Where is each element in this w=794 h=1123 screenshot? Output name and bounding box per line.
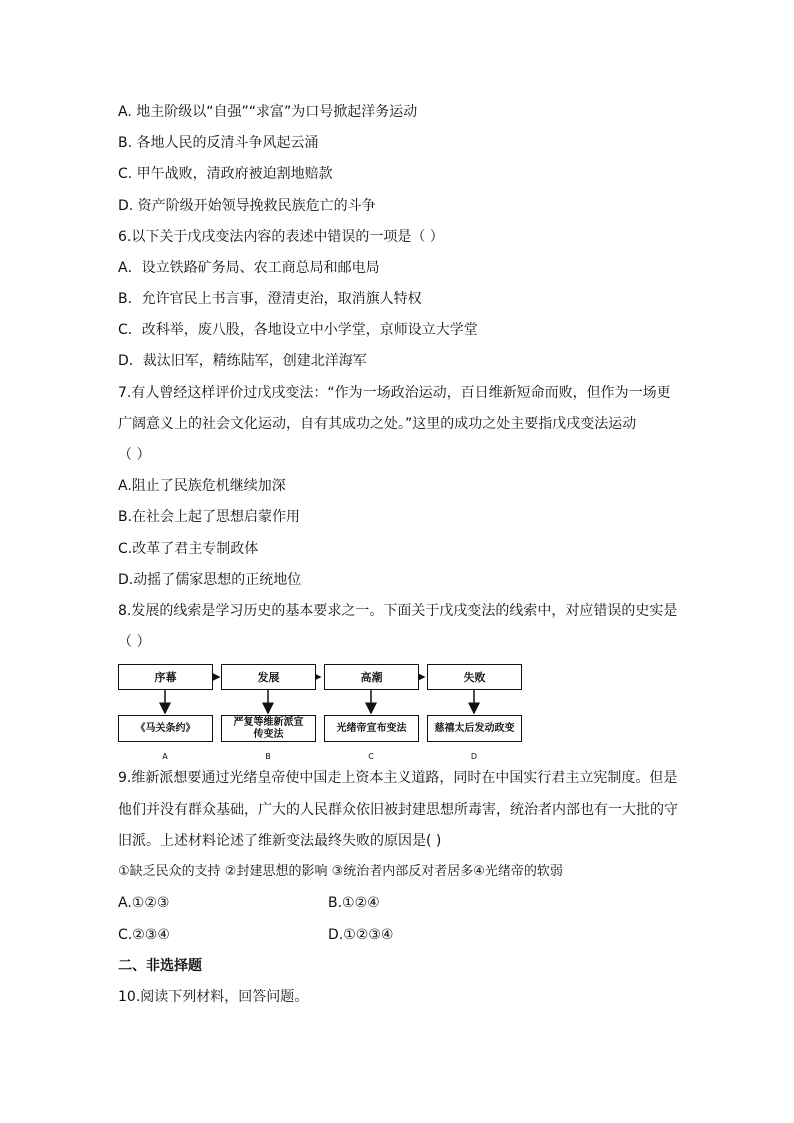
q6-option-b: B．允许官民上书言事，澄清吏治，取消旗人特权 <box>118 291 422 307</box>
q7-stem-line-3: （ ） <box>118 447 151 463</box>
fact-box-b: 严复等维新派宣传变法 <box>221 715 316 742</box>
label-d: D <box>470 752 478 761</box>
q5-option-b: B. 各地人民的反清斗争风起云涌 <box>118 135 319 151</box>
q9-option-b: B.①②④ <box>328 895 380 911</box>
stage-box-development: 发展 <box>221 664 316 690</box>
q9-option-c: C.②③④ <box>118 927 170 943</box>
q7-stem-line-2: 广阔意义上的社会文化运动，自有其成功之处。”这里的成功之处主要指戊戌变法运动 <box>118 416 637 432</box>
q7-option-d: D.动摇了儒家思想的正统地位 <box>118 572 302 588</box>
stage-box-failure: 失败 <box>427 664 522 690</box>
q5-option-d: D. 资产阶级开始领导挽救民族危亡的斗争 <box>118 198 376 214</box>
fact-box-c: 光绪帝宣布变法 <box>324 715 419 742</box>
q7-stem-line-1: 7.有人曾经这样评价过戊戌变法：“作为一场政治运动，百日维新短命而败，但作为一场更 <box>118 385 671 401</box>
q9-stem-line-1: 9.维新派想要通过光绪皇帝使中国走上资本主义道路，同时在中国实行君主立宪制度。但是 <box>118 770 678 786</box>
stage-box-prelude: 序幕 <box>118 664 213 690</box>
q6-option-c: C．改科举，废八股，各地设立中小学堂，京师设立大学堂 <box>118 322 478 338</box>
stage-box-climax: 高潮 <box>324 664 419 690</box>
q6-stem: 6.以下关于戊戌变法内容的表述中错误的一项是（ ） <box>118 229 444 245</box>
q8-stem-line-1: 8.发展的线索是学习历史的基本要求之一。下面关于戊戌变法的线索中，对应错误的史实是 <box>118 603 678 619</box>
q9-option-d: D.①②③④ <box>328 927 394 943</box>
q8-flow-diagram <box>118 660 538 764</box>
label-b: B <box>265 752 271 761</box>
q9-option-a: A.①②③ <box>118 895 170 911</box>
label-a: A <box>162 752 168 761</box>
fact-box-a: 《马关条约》 <box>118 715 213 742</box>
q7-option-b: B.在社会上起了思想启蒙作用 <box>118 509 301 525</box>
label-c: C <box>368 752 374 761</box>
q9-items: ①缺乏民众的支持 ②封建思想的影响 ③统治者内部反对者居多④光绪帝的软弱 <box>118 864 563 879</box>
q5-option-a: A. 地主阶级以“自强”“求富”为口号掀起洋务运动 <box>118 104 418 120</box>
q8-stem-line-2: （ ） <box>118 634 151 650</box>
q5-option-c: C. 甲午战败，清政府被迫割地赔款 <box>118 166 333 182</box>
q9-stem-line-3: 旧派。上述材料论述了维新变法最终失败的原因是( ) <box>118 833 442 849</box>
section-2-title: 二、非选择题 <box>118 958 202 974</box>
q7-option-c: C.改革了君主专制政体 <box>118 541 259 557</box>
q9-stem-line-2: 他们并没有群众基础，广大的人民群众依旧被封建思想所毒害，统治者内部也有一大批的守 <box>118 802 678 818</box>
fact-box-d: 慈禧太后发动政变 <box>427 715 522 742</box>
q10-stem: 10.阅读下列材料，回答问题。 <box>118 989 309 1005</box>
q6-option-a: A．设立铁路矿务局、农工商总局和邮电局 <box>118 260 380 276</box>
q6-option-d: D．裁汰旧军，精练陆军，创建北洋海军 <box>118 353 367 369</box>
q7-option-a: A.阻止了民族危机继续加深 <box>118 478 286 494</box>
